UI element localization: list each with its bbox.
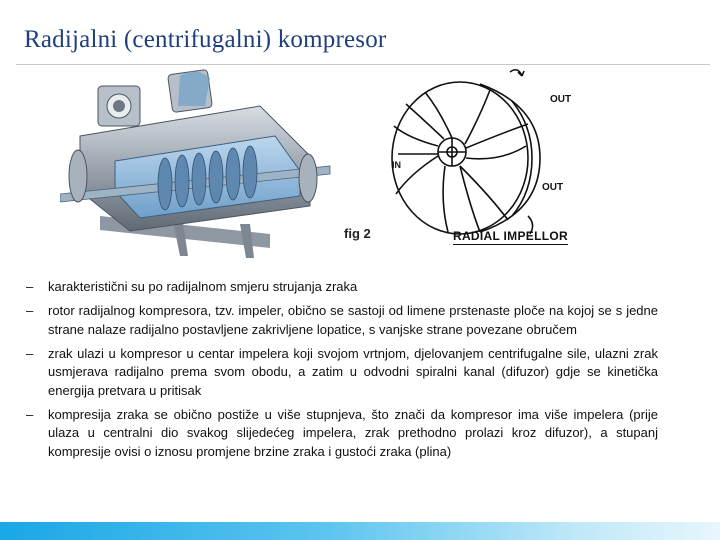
- compressor-cutaway-image: [60, 66, 340, 266]
- figure-caption: fig 2: [344, 226, 371, 241]
- bullet-list: [26, 278, 658, 467]
- bullet-dash: –: [26, 279, 34, 294]
- bullet-item: [26, 345, 658, 401]
- bullet-text: karakteristični su po radijalnom smjeru strujanja zraka: [48, 279, 358, 294]
- footer-bar: [0, 522, 720, 540]
- title-divider: [16, 64, 710, 65]
- out-label-top: OUT: [550, 94, 572, 105]
- impeller-caption: RADIAL IMPELLOR: [453, 229, 568, 243]
- bullet-item: [26, 302, 658, 339]
- bullet-text: zrak ulazi u kompresor u centar impelera koji svojom vrtnjom, djelovanjem centrifugalne sile, ulazni zrak usmjerava radijalno prema svom obodu, a zatim u odvodni spiralni kanal (difuzor) gdje se kinetička energija pretvara u pritisak: [48, 345, 658, 398]
- bullet-text: rotor radijalnog kompresora, tzv. impeler, obično se sastoji od limene prstenaste ploče na kojoj se s jedne strane nalaze radijalno postavljene zakrivljene lopatice, s vanjske strane povezane obručem: [48, 303, 658, 337]
- bullet-item: [26, 278, 658, 297]
- bullet-text: kompresija zraka se obično postiže u više stupnjeva, što znači da kompresor ima više impelera (prije ulaza u centralni dio svakog slijedećeg impelera, zrak prethodno prolazi kroz difuzor), a stupanj kompresije ovisi o iznosu promjene brzine zraka i gustoći zraka (plina): [48, 406, 658, 459]
- bullet-item: [26, 406, 658, 462]
- bullet-dash: –: [26, 345, 34, 361]
- bullet-dash: –: [26, 303, 34, 318]
- slide-title: Radijalni (centrifugalni) kompresor: [24, 26, 387, 53]
- out-label-bottom: OUT: [542, 182, 564, 193]
- in-label: IN: [392, 160, 401, 170]
- bullet-dash: –: [26, 406, 34, 422]
